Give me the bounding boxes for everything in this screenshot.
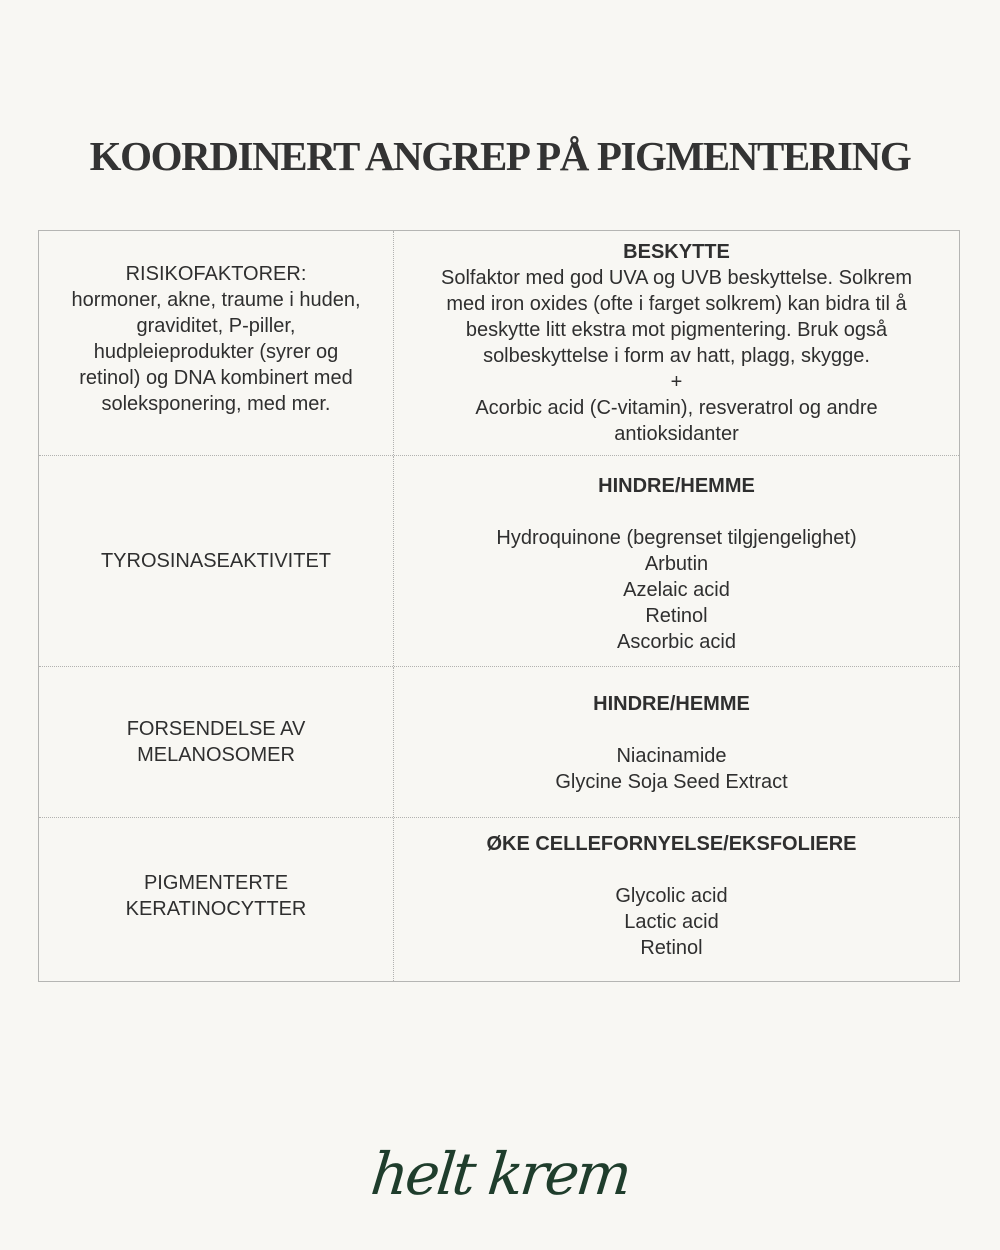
- antioxidants-text: antioksidanter: [614, 423, 739, 445]
- page-title: KOORDINERT ANGREP PÅ PIGMENTERING: [89, 133, 911, 179]
- keratinocytes-label: PIGMENTERTE: [143, 871, 289, 894]
- risk-factors-text: graviditet, P-piller,: [136, 315, 296, 337]
- melanosome-label: FORSENDELSE AV: [126, 718, 306, 740]
- protect-text: beskytte litt ekstra mot pigmentering. Bruk også: [465, 319, 888, 341]
- tyrosinase-label: TYROSINASEAKTIVITET: [100, 550, 332, 572]
- risk-factors-text: retinol) og DNA kombinert med: [79, 367, 353, 389]
- keratinocytes-label: KERATINOCYTTER: [125, 897, 307, 920]
- ingredient-item: Glycolic acid: [615, 885, 728, 907]
- row-content-inhibit-transfer: [394, 667, 959, 817]
- table-row-risk-factors: [39, 231, 959, 456]
- row-content-protect: [394, 231, 959, 455]
- table-row-keratinocytes: [39, 818, 959, 981]
- risk-factors-text: hormoner, akne, traume i huden,: [71, 289, 361, 311]
- row-label-tyrosinase: [39, 456, 394, 666]
- ingredient-item: Lactic acid: [624, 911, 719, 933]
- table-row-melanosome-transfer: [39, 667, 959, 818]
- table-row-tyrosinase: [39, 456, 959, 667]
- protect-text: Solfaktor med god UVA og UVB beskyttelse. Solkrem: [441, 267, 912, 289]
- ingredient-item: Hydroquinone (begrenset tilgjengelighet): [496, 527, 857, 549]
- plus-separator: +: [670, 371, 683, 393]
- exfoliate-heading: ØKE CELLEFORNYELSE/EKSFOLIERE: [486, 833, 857, 855]
- row-label-risk-factors: [39, 231, 394, 455]
- ingredient-item: Azelaic acid: [623, 579, 730, 601]
- antioxidants-text: Acorbic acid (C-vitamin), resveratrol og andre: [475, 397, 878, 419]
- protect-text: solbeskyttelse i form av hatt, plagg, skygge.: [483, 345, 870, 367]
- melanosome-label: MELANOSOMER: [137, 744, 295, 766]
- risk-factors-text: hudpleieprodukter (syrer og: [93, 341, 339, 363]
- ingredient-item: Glycine Soja Seed Extract: [555, 771, 788, 793]
- risk-factors-text: soleksponering, med mer.: [101, 393, 331, 415]
- ingredient-item: Ascorbic acid: [617, 631, 736, 653]
- protect-heading: BESKYTTE: [623, 241, 730, 263]
- inhibit-heading: HINDRE/HEMME: [598, 475, 755, 497]
- row-label-keratinocytes: [39, 818, 394, 981]
- protect-text: med iron oxides (ofte i farget solkrem) kan bidra til å: [446, 293, 907, 315]
- inhibit-heading: HINDRE/HEMME: [593, 693, 750, 715]
- ingredient-item: Niacinamide: [616, 745, 727, 767]
- ingredient-item: Retinol: [640, 937, 703, 959]
- row-content-exfoliate: [394, 818, 959, 981]
- row-label-melanosome-transfer: [39, 667, 394, 817]
- row-content-inhibit: [394, 456, 959, 666]
- ingredient-item: Retinol: [645, 605, 708, 627]
- risk-factors-label: RISIKOFAKTORER:: [125, 263, 307, 285]
- brand-logo: helt krem: [367, 1140, 633, 1208]
- pigment-table: [38, 230, 960, 982]
- ingredient-item: Arbutin: [644, 553, 709, 575]
